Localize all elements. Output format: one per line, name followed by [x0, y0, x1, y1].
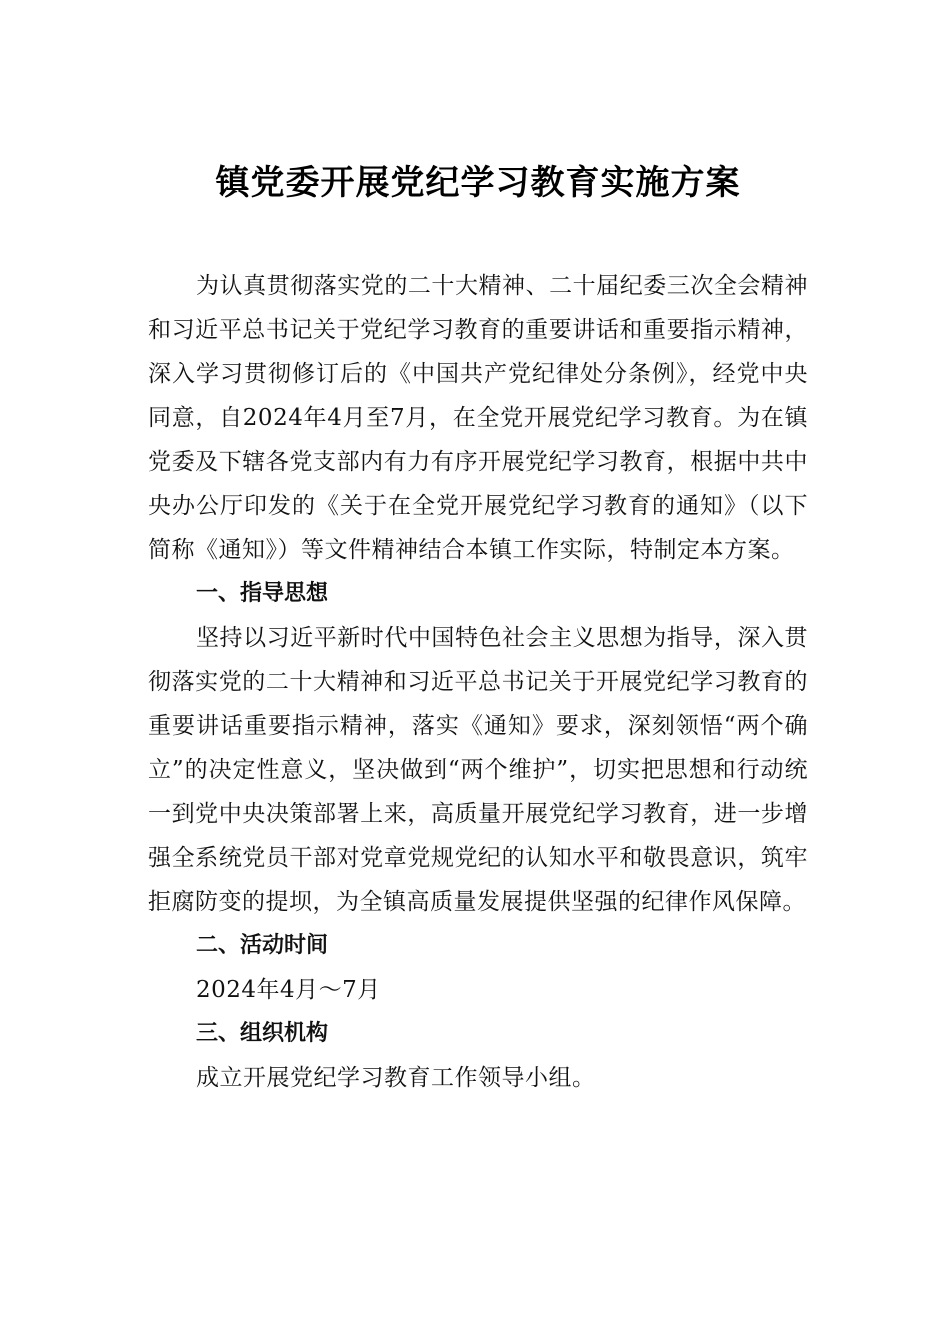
- section-heading-organization: 三、组织机构: [196, 1021, 329, 1046]
- section-heading-guiding-ideology: 一、指导思想: [196, 581, 329, 606]
- document-body: [148, 150, 808, 1100]
- intro-paragraph: 为认真贯彻落实党的二十大精神、二十届纪委三次全会精神和习近平总书记关于党纪学习教育的重要讲话和重要指示精神，深入学习贯彻修订后的《中国共产党纪律处分条例》，经党中央同意，自2024年4月至7月，在全党开展党纪学习教育。为在镇党委及下辖各党支部内有力有序开展党纪学习教育，根据中共中央办公厅印发的《关于在全党开展党纪学习教育的通知》（以下简称《通知》）等文件精神结合本镇工作实际，特制定本方案。: [148, 273, 808, 563]
- section-body-activity-time: 2024年4月～7月: [196, 977, 381, 1003]
- section-body-organization: 成立开展党纪学习教育工作领导小组。: [196, 1065, 596, 1091]
- document-title: 镇党委开展党纪学习教育实施方案: [215, 163, 741, 203]
- section-body-guiding-ideology: 坚持以习近平新时代中国特色社会主义思想为指导，深入贯彻落实党的二十大精神和习近平总书记关于开展党纪学习教育的重要讲话重要指示精神，落实《通知》要求，深刻领悟“两个确立”的决定性意义，坚决做到“两个维护”，切实把思想和行动统一到党中央决策部署上来，高质量开展党纪学习教育，进一步增强全系统党员干部对党章党规党纪的认知水平和敬畏意识，筑牢拒腐防变的提坝，为全镇高质量发展提供坚强的纪律作风保障。: [148, 625, 808, 915]
- section-heading-activity-time: 二、活动时间: [196, 933, 329, 958]
